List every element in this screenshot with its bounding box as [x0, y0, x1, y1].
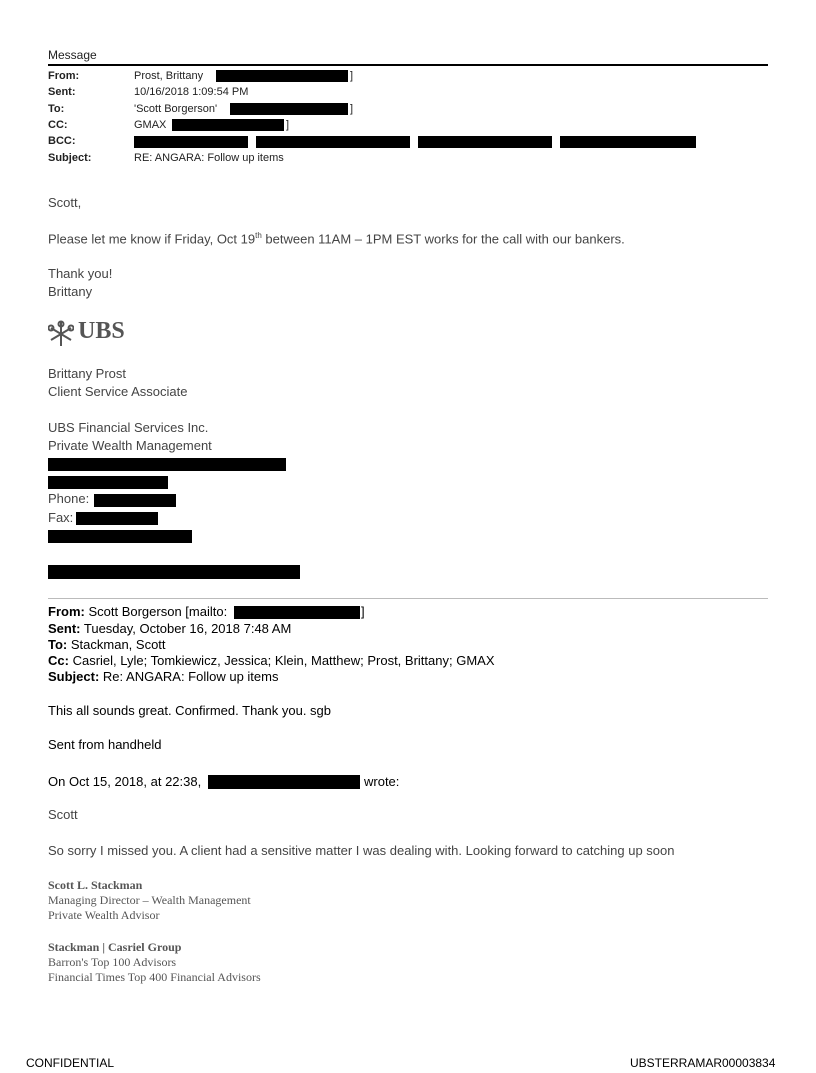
- sender-first-name: Brittany: [48, 284, 93, 299]
- sent-label: Sent:: [48, 86, 76, 98]
- bracket: ]: [350, 103, 354, 115]
- on-date-suffix: wrote:: [364, 774, 400, 789]
- redaction: [48, 476, 168, 489]
- quoted-sent: Sent: Tuesday, October 16, 2018 7:48 AM: [48, 621, 292, 636]
- quoted-from: From: Scott Borgerson [mailto:: [48, 604, 228, 619]
- sent-from-handheld: Sent from handheld: [48, 737, 162, 752]
- redaction: [76, 512, 158, 525]
- stackman-title2: Private Wealth Advisor: [48, 908, 160, 922]
- fax-label: Fax:: [48, 510, 74, 525]
- subject-label: Subject:: [48, 152, 92, 164]
- stackman-title: Managing Director – Wealth Management: [48, 893, 251, 907]
- quoted-divider: [48, 598, 768, 599]
- greeting: Scott,: [48, 195, 82, 210]
- message-line: Please let me know if Friday, Oct 19th between 11AM – 1PM EST works for the call with our bankers.: [48, 231, 625, 247]
- redaction: [208, 775, 360, 789]
- from-value: Prost, Brittany: [134, 70, 204, 82]
- quoted-greeting: Scott: [48, 807, 78, 822]
- redaction: [234, 606, 360, 619]
- redaction: [172, 119, 284, 131]
- stackman-name: Scott L. Stackman: [48, 878, 143, 892]
- from-label: From:: [48, 70, 80, 82]
- quoted-subject: Subject: Re: ANGARA: Follow up items: [48, 669, 279, 684]
- phone-label: Phone:: [48, 491, 90, 506]
- to-value: 'Scott Borgerson': [134, 103, 218, 115]
- sent-value: 10/16/2018 1:09:54 PM: [134, 86, 249, 98]
- redaction: [560, 136, 696, 148]
- cc-label: CC:: [48, 119, 68, 131]
- reply-text: This all sounds great. Confirmed. Thank you. sgb: [48, 703, 332, 718]
- cc-value: GMAX: [134, 119, 167, 131]
- bracket: ]: [286, 119, 290, 131]
- award-barrons: Barron's Top 100 Advisors: [48, 955, 177, 969]
- group-name: Stackman | Casriel Group: [48, 940, 182, 954]
- bates-number: UBSTERRAMAR00003834: [630, 1056, 776, 1070]
- confidential-label: CONFIDENTIAL: [26, 1056, 115, 1070]
- bracket: ]: [361, 604, 365, 619]
- bcc-label: BCC:: [48, 135, 76, 147]
- signature-name: Brittany Prost: [48, 366, 127, 381]
- redaction: [256, 136, 410, 148]
- signature-title: Client Service Associate: [48, 384, 188, 399]
- quoted-cc: Cc: Casriel, Lyle; Tomkiewicz, Jessica; Klein, Matthew; Prost, Brittany; GMAX: [48, 653, 495, 668]
- message-label: Message: [48, 48, 97, 62]
- redaction: [48, 530, 192, 543]
- redaction: [48, 458, 286, 471]
- award-ft: Financial Times Top 400 Financial Advisors: [48, 970, 261, 984]
- redaction: [418, 136, 552, 148]
- bracket: ]: [350, 70, 354, 82]
- on-date-prefix: On Oct 15, 2018, at 22:38,: [48, 774, 202, 789]
- redaction: [134, 136, 248, 148]
- thanks: Thank you!: [48, 266, 113, 281]
- signature-company: UBS Financial Services Inc.: [48, 420, 209, 435]
- header-divider: [48, 64, 768, 66]
- redaction: [216, 70, 348, 82]
- ubs-keys-icon: [48, 320, 74, 348]
- quoted-message: So sorry I missed you. A client had a sensitive matter I was dealing with. Looking forward to catching up soon: [48, 843, 675, 858]
- redaction: [48, 565, 300, 579]
- to-label: To:: [48, 103, 65, 115]
- redaction: [94, 494, 176, 507]
- redaction: [230, 103, 348, 115]
- subject-value: RE: ANGARA: Follow up items: [134, 152, 284, 164]
- quoted-to: To: Stackman, Scott: [48, 637, 166, 652]
- signature-division: Private Wealth Management: [48, 438, 212, 453]
